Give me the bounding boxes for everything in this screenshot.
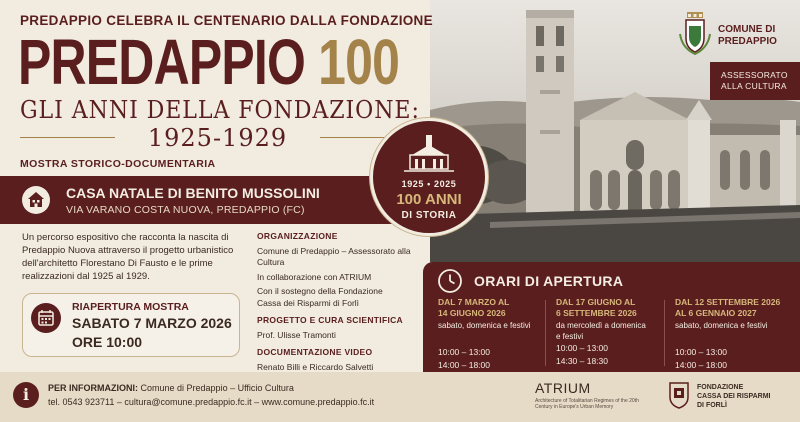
atrium-logo-name: ATRIUM <box>535 380 591 396</box>
atrium-logo-sub: Architecture of Totalitarian Regimes of the 20th Century in Europe's Urban Memory <box>535 398 639 410</box>
main-title-name: PREDAPPIO <box>18 26 306 98</box>
main-title-number: 100 <box>318 26 400 98</box>
period-2-line1: DAL 17 GIUGNO AL <box>556 297 636 307</box>
main-title <box>18 26 400 98</box>
period-2-days-line2: e festivi <box>556 331 584 341</box>
assessorato-badge <box>710 62 800 100</box>
fondazione-logo-icon <box>668 381 690 409</box>
org-line2: In collaborazione con ATRIUM <box>257 271 372 282</box>
period-1-hours2: 14:00 – 18:00 <box>438 359 490 370</box>
period-2-days-line1: da mercoledì a domenica <box>556 321 646 330</box>
period-2-hours1: 10:00 – 13:00 <box>556 343 608 353</box>
subtitle: GLI ANNI DELLA FONDAZIONE: <box>20 96 420 124</box>
progetto-name: Prof. Ulisse Tramonti <box>257 329 336 340</box>
period-3-line2: AL 6 GENNAIO 2027 <box>675 308 757 318</box>
progetto-heading: PROGETTO E CURA SCIENTIFICA <box>257 315 403 325</box>
years-row <box>20 124 415 150</box>
period-1-line1: DAL 7 MARZO AL <box>438 297 510 307</box>
period-3-hours2: 14:00 – 18:00 <box>675 359 727 370</box>
comune-name-line2: PREDAPPIO <box>718 36 777 47</box>
anniversary-badge <box>370 118 488 236</box>
period-3-line1: DAL 12 SETTEMBRE 2026 <box>675 297 781 307</box>
organization-column <box>257 231 427 379</box>
coat-of-arms-icon <box>678 12 712 56</box>
orari-period-3 <box>675 297 780 372</box>
calendar-icon <box>31 303 61 333</box>
footer-info <box>48 383 294 393</box>
org-line1: Comune di Predappio – Assessorato alla Cultura <box>257 245 411 267</box>
doc-names: Renato Billi e Riccardo Salvetti <box>257 361 374 372</box>
fondazione-line1: FONDAZIONE <box>697 384 744 391</box>
org-heading: ORGANIZZAZIONE <box>257 231 338 241</box>
clock-icon <box>437 268 463 294</box>
period-3-days: sabato, domenica e festivi <box>675 321 768 330</box>
period-1-days: sabato, domenica e festivi <box>438 321 531 330</box>
fondazione-line2: CASSA DEI RISPARMI <box>697 393 771 400</box>
fondazione-line3: DI FORLÌ <box>697 402 727 409</box>
footer-info-label: PER INFORMAZIONI: <box>48 383 138 393</box>
orari-period-2 <box>556 297 646 368</box>
casa-title: CASA NATALE DI BENITO MUSSOLINI <box>66 185 320 201</box>
orari-divider-2 <box>664 300 665 366</box>
badge-sub: DI STORIA <box>401 210 457 221</box>
orari-divider-1 <box>545 300 546 366</box>
footer-info-text: Comune di Predappio – Ufficio Cultura <box>140 383 294 393</box>
house-icon <box>22 186 50 214</box>
badge-years: 1925 • 2025 <box>401 179 457 189</box>
doc-heading: DOCUMENTAZIONE VIDEO <box>257 347 373 357</box>
riapertura-time: ORE 10:00 <box>72 334 143 350</box>
period-1-line2: 14 GIUGNO 2026 <box>438 308 506 318</box>
comune-name-line1: COMUNE DI <box>718 24 776 35</box>
orari-period-1 <box>438 297 531 372</box>
info-icon: i <box>13 382 39 408</box>
kicker: PREDAPPIO CELEBRA IL CENTENARIO DALLA FONDAZIONE <box>20 13 433 28</box>
description: Un percorso espositivo che racconta la nascita di Predappio Nuova attraverso il progetto urbanistico dell'architetto Florestano Di Fausto e le prime realizzazioni dal 1925 al 1929. <box>22 232 234 282</box>
assessorato-line1: ASSESSORATO <box>721 70 788 80</box>
mostra-label: MOSTRA STORICO-DOCUMENTARIA <box>20 158 216 170</box>
footer-contacts[interactable]: tel. 0543 923711 – cultura@comune.predappio.fc.it – www.comune.predappio.fc.it <box>48 397 375 407</box>
period-2-line2: 6 SETTEMBRE 2026 <box>556 308 637 318</box>
riapertura-label: RIAPERTURA MOSTRA <box>72 301 189 313</box>
casa-address: VIA VARANO COSTA NUOVA, PREDAPPIO (FC) <box>66 204 305 216</box>
orari-title: ORARI DI APERTURA <box>474 273 624 289</box>
fondazione-name <box>697 383 797 410</box>
comune-name <box>718 24 777 48</box>
assessorato-line2: ALLA CULTURA <box>721 81 787 91</box>
divider-left <box>20 137 115 138</box>
building-icon <box>402 133 456 175</box>
years: 1925-1929 <box>147 124 288 152</box>
riapertura-date: SABATO 7 MARZO 2026 <box>72 315 232 331</box>
badge-headline: 100 ANNI <box>396 191 462 208</box>
period-1-hours1: 10:00 – 13:00 <box>438 346 490 357</box>
period-3-hours1: 10:00 – 13:00 <box>675 346 727 357</box>
period-2-hours2: 14:30 – 18:30 <box>556 356 608 366</box>
org-line3: Con il sostegno della Fondazione Cassa dei Risparmi di Forlì <box>257 286 383 308</box>
